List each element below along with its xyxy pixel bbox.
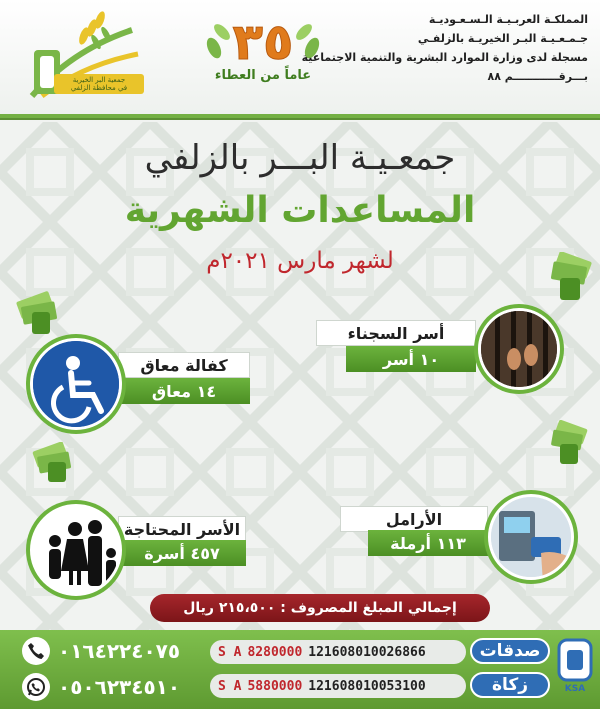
zakat-country-code: S A bbox=[218, 678, 242, 694]
organization-logo bbox=[12, 10, 148, 100]
org-line-name: جـمـعـيـة البـر الخيريـة بالزلفـي bbox=[417, 32, 588, 45]
widows-label: الأرامل bbox=[340, 506, 488, 532]
prisoners-value: ١٠ أسر bbox=[346, 346, 476, 372]
sponsorship-image bbox=[30, 338, 122, 430]
whatsapp-contact[interactable] bbox=[22, 672, 180, 702]
zakat-account bbox=[210, 674, 466, 698]
money-icon bbox=[26, 442, 82, 486]
ksa-logo bbox=[556, 634, 594, 704]
sadaqat-country-code: S A bbox=[218, 644, 242, 660]
money-icon bbox=[544, 420, 596, 470]
logo-line2: في محافظة الزلفي bbox=[70, 84, 128, 92]
logo-wordmark bbox=[54, 74, 144, 94]
header bbox=[0, 0, 600, 118]
whatsapp-icon bbox=[22, 673, 50, 701]
money-icon bbox=[10, 290, 70, 340]
org-line-number: بـــرقــــــــــــم ٨٨ bbox=[487, 70, 588, 83]
sadaqat-bank-code: 8280000 bbox=[247, 644, 303, 660]
logo-line1: جمعية البر الخيرية bbox=[72, 76, 126, 84]
needy-value: ٤٥٧ أسرة bbox=[118, 540, 246, 566]
organization-info bbox=[301, 10, 588, 86]
prisoners-label: أسر السجناء bbox=[316, 320, 476, 346]
widows-image bbox=[488, 494, 574, 580]
needy-label: الأسر المحتاجة bbox=[118, 516, 246, 542]
prisoners-image bbox=[478, 308, 560, 390]
total-amount: إجمالي المبلغ المصروف : ٢١٥،٥٠٠ ريال bbox=[150, 594, 490, 622]
whatsapp-number: ٠٥٠٦٢٣٤٥١٠ bbox=[58, 675, 181, 699]
anniversary-number: ٣٥ bbox=[232, 13, 294, 71]
ksa-label: KSA bbox=[564, 684, 586, 694]
zakat-tag: زكاة bbox=[470, 672, 550, 698]
main-title: المساعدات الشهرية bbox=[124, 190, 476, 231]
period-title: لشهر مارس ٢٠٢١م bbox=[206, 248, 394, 274]
phone-contact[interactable] bbox=[22, 636, 180, 666]
sadaqat-account-number: 121608010026866 bbox=[308, 644, 426, 660]
zakat-account-number: 121608010053100 bbox=[308, 678, 426, 694]
sadaqat-account bbox=[210, 640, 466, 664]
sponsorship-label: كفالة معاق bbox=[118, 352, 250, 378]
org-line-country: المملكـة العربـيـة الـسـعـوديـة bbox=[428, 13, 588, 26]
org-line-registration: مسجلة لدى وزارة الموارد البشرية والتنمية الاجتماعية bbox=[301, 51, 588, 64]
org-title: جمعـيـة البـــر بالزلفي bbox=[144, 138, 456, 178]
needy-image bbox=[30, 504, 122, 596]
zakat-bank-code: 5880000 bbox=[247, 678, 303, 694]
sadaqat-tag: صدقات bbox=[470, 638, 550, 664]
phone-icon bbox=[22, 637, 50, 665]
phone-number: ٠١٦٤٢٢٤٠٧٥ bbox=[58, 639, 181, 663]
sponsorship-value: ١٤ معاق bbox=[118, 378, 250, 404]
anniversary-text: عاماً من العطاء bbox=[214, 68, 312, 83]
footer bbox=[0, 630, 600, 709]
widows-value: ١١٣ أرملة bbox=[368, 530, 488, 556]
